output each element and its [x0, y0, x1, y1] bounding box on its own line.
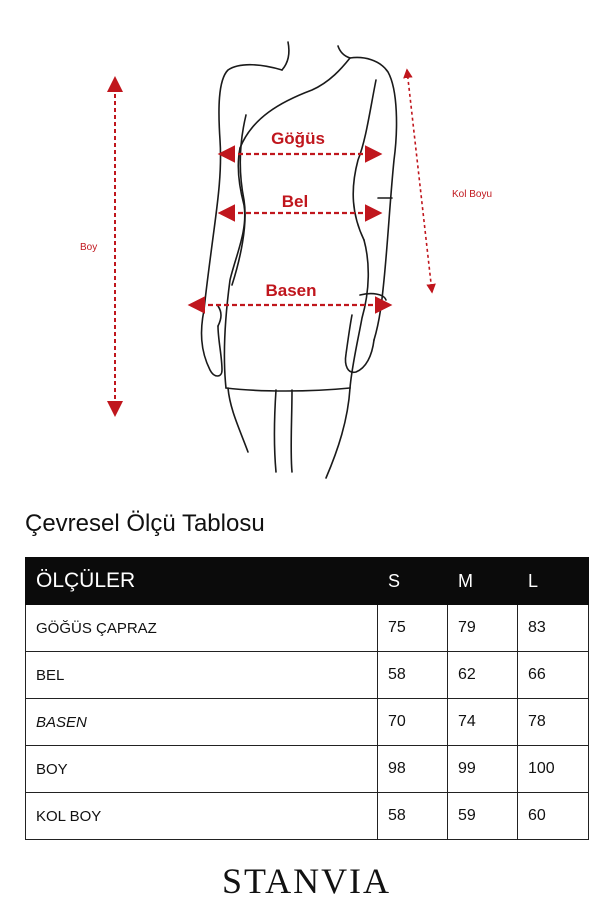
table-row	[26, 699, 589, 746]
row-value-m: 74	[448, 699, 518, 746]
row-value-l: 100	[518, 746, 589, 793]
row-label: KOL BOY	[26, 793, 378, 840]
size-table	[25, 557, 589, 840]
header-size-s: S	[378, 558, 448, 605]
table-row	[26, 652, 589, 699]
row-label: BEL	[26, 652, 378, 699]
table-row	[26, 605, 589, 652]
header-size-m: M	[448, 558, 518, 605]
row-label: BASEN	[26, 699, 378, 746]
table-header-row	[26, 558, 589, 605]
measurement-lines	[115, 70, 432, 413]
body-outline	[202, 42, 397, 478]
header-olculer: ÖLÇÜLER	[26, 558, 378, 605]
bel-label: Bel	[281, 192, 309, 211]
row-label: BOY	[26, 746, 378, 793]
row-value-s: 75	[378, 605, 448, 652]
row-label: GÖĞÜS ÇAPRAZ	[26, 605, 378, 652]
boy-label: Boy	[80, 242, 98, 253]
row-value-m: 59	[448, 793, 518, 840]
table-title: Çevresel Ölçü Tablosu	[25, 510, 265, 537]
kol-boyu-label: Kol Boyu	[452, 189, 493, 200]
row-value-m: 99	[448, 746, 518, 793]
row-value-s: 58	[378, 793, 448, 840]
row-value-l: 83	[518, 605, 589, 652]
row-value-l: 78	[518, 699, 589, 746]
row-value-s: 98	[378, 746, 448, 793]
row-value-l: 60	[518, 793, 589, 840]
table-row	[26, 746, 589, 793]
table-row	[26, 793, 589, 840]
header-size-l: L	[518, 558, 589, 605]
brand-logo: STANVIA	[221, 861, 392, 901]
gogus-label: Göğüs	[271, 129, 325, 148]
row-value-m: 62	[448, 652, 518, 699]
row-value-m: 79	[448, 605, 518, 652]
row-value-s: 70	[378, 699, 448, 746]
row-value-l: 66	[518, 652, 589, 699]
basen-label: Basen	[265, 281, 317, 300]
kol-boyu-arrow	[407, 70, 432, 292]
row-value-s: 58	[378, 652, 448, 699]
